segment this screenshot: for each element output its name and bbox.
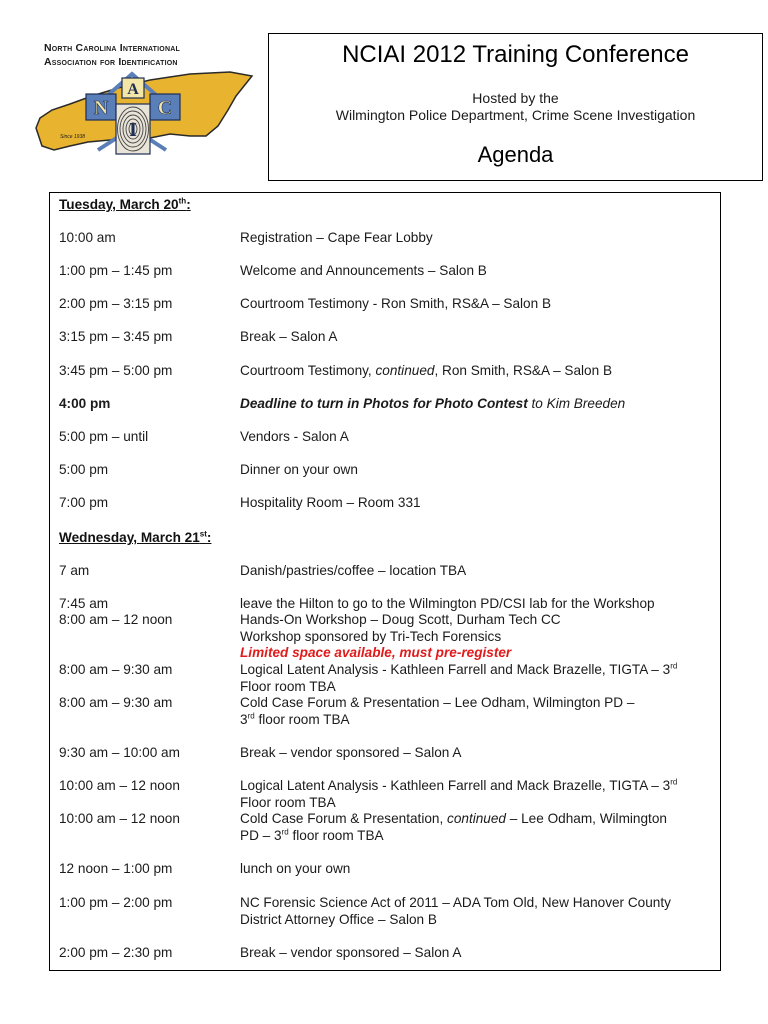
agenda-desc: Dinner on your own: [240, 462, 358, 477]
agenda-time: 1:00 pm – 2:00 pm: [59, 895, 173, 910]
agenda-desc: Break – Salon A: [240, 329, 338, 344]
agenda-time: 8:00 am – 9:30 am: [59, 695, 173, 710]
agenda-table: [49, 192, 721, 971]
agenda-time: 2:00 pm – 3:15 pm: [59, 296, 173, 311]
agenda-time: 7 am: [59, 563, 90, 578]
hosted-by-line-1: Hosted by the: [472, 90, 559, 106]
agenda-time: 3:15 pm – 3:45 pm: [59, 329, 173, 344]
agenda-desc: lunch on your own: [240, 861, 351, 876]
agenda-time: 9:30 am – 10:00 am: [59, 745, 180, 760]
agenda-time: 10:00 am – 12 noon: [59, 778, 180, 793]
agenda-desc: Welcome and Announcements – Salon B: [240, 263, 487, 278]
org-name-line-2: Association for Identification: [44, 56, 178, 68]
agenda-time: 10:00 am – 12 noon: [59, 811, 180, 826]
conference-title: NCIAI 2012 Training Conference: [342, 41, 689, 68]
agenda-desc: Courtroom Testimony, continued, Ron Smith, RS&A – Salon B: [240, 363, 613, 378]
nciai-logo: [30, 36, 258, 164]
agenda-desc: Vendors - Salon A: [240, 429, 349, 444]
agenda-time: 5:00 pm – until: [59, 429, 149, 444]
day-heading-wednesday: Wednesday, March 21st:: [59, 529, 212, 545]
agenda-time: 8:00 am – 12 noon: [59, 612, 173, 627]
day-heading-tuesday: Tuesday, March 20th:: [59, 196, 191, 212]
agenda-desc: Registration – Cape Fear Lobby: [240, 230, 433, 245]
logo-letter-a: A: [127, 81, 139, 98]
agenda-time: 3:45 pm – 5:00 pm: [59, 363, 173, 378]
agenda-desc: Deadline to turn in Photos for Photo Contest to Kim Breeden: [240, 396, 626, 411]
title-box: [268, 33, 763, 181]
agenda-time: 8:00 am – 9:30 am: [59, 662, 173, 677]
agenda-desc: Break – vendor sponsored – Salon A: [240, 945, 462, 960]
agenda-time: 4:00 pm: [59, 396, 111, 411]
agenda-time: 1:00 pm – 1:45 pm: [59, 263, 173, 278]
agenda-time: 7:00 pm: [59, 495, 109, 510]
agenda-desc: Cold Case Forum & Presentation, continued – Lee Odham, Wilmington PD – 3rd floor room TBA: [240, 811, 667, 843]
logo-letter-i: I: [129, 119, 137, 141]
agenda-time: 2:00 pm – 2:30 pm: [59, 945, 173, 960]
agenda-desc: Courtroom Testimony - Ron Smith, RS&A – Salon B: [240, 296, 552, 311]
org-name: [44, 41, 258, 69]
since-1938-text: Since 1938: [60, 134, 86, 140]
nc-state-emblem: [30, 66, 258, 164]
pre-register-note: Limited space available, must pre-register: [240, 645, 512, 660]
org-name-line-1: North Carolina International: [44, 42, 180, 54]
agenda-desc: Danish/pastries/coffee – location TBA: [240, 563, 467, 578]
agenda-desc: Logical Latent Analysis - Kathleen Farrell and Mack Brazelle, TIGTA – 3rd Floor room TBA: [240, 777, 678, 810]
hosted-by: [269, 90, 762, 124]
agenda-desc: Cold Case Forum & Presentation – Lee Odham, Wilmington PD – 3rd floor room TBA: [240, 695, 635, 727]
agenda-desc: leave the Hilton to go to the Wilmington PD/CSI lab for the Workshop: [240, 596, 655, 611]
agenda-time: 12 noon – 1:00 pm: [59, 861, 173, 876]
agenda-desc: Logical Latent Analysis - Kathleen Farrell and Mack Brazelle, TIGTA – 3rd Floor room TBA: [240, 661, 678, 694]
agenda-time: 5:00 pm: [59, 462, 109, 477]
agenda-heading: Agenda: [477, 142, 554, 167]
agenda-desc: Hospitality Room – Room 331: [240, 495, 421, 510]
hosted-by-line-2: Wilmington Police Department, Crime Scene Investigation: [335, 107, 696, 123]
agenda-desc: Break – vendor sponsored – Salon A: [240, 745, 462, 760]
agenda-desc: Hands-On Workshop – Doug Scott, Durham Tech CC Workshop sponsored by Tri-Tech Forensics Limited space available, must pre-register: [240, 612, 712, 662]
logo-letter-c: C: [157, 97, 173, 119]
agenda-time: 10:00 am: [59, 230, 116, 245]
logo-letter-n: N: [93, 97, 109, 119]
agenda-time: 7:45 am: [59, 596, 109, 611]
agenda-desc: NC Forensic Science Act of 2011 – ADA Tom Old, New Hanover County District Attorney Office – Salon B: [240, 895, 671, 927]
